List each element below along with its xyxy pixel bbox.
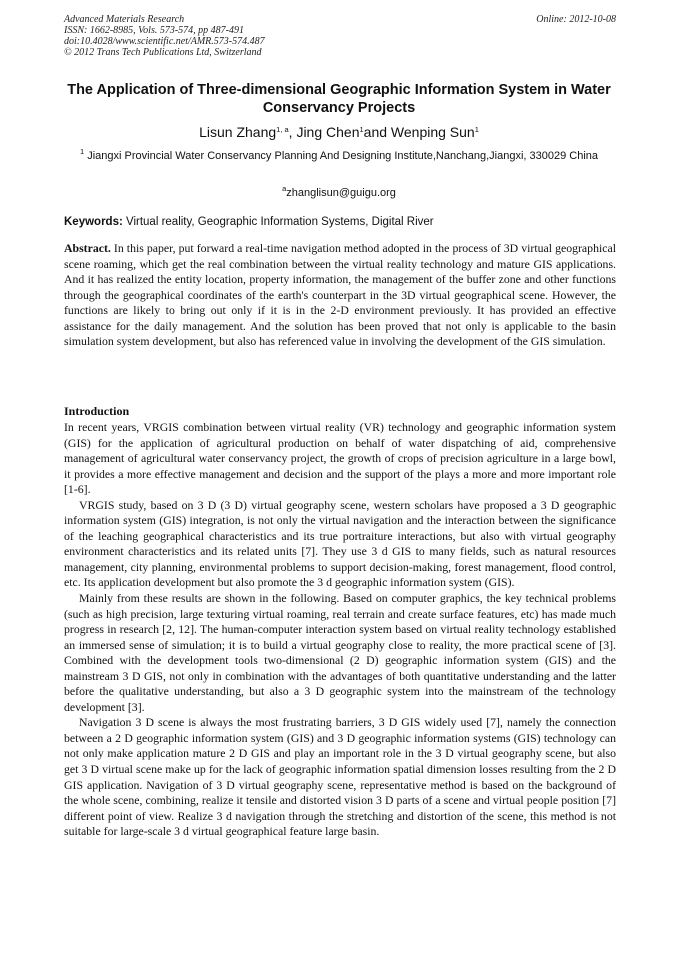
section-heading-introduction: Introduction <box>64 404 130 418</box>
author-superscript: 1 <box>474 125 479 134</box>
abstract <box>64 241 616 350</box>
affiliation <box>70 149 608 164</box>
affiliation-superscript: 1 <box>79 147 85 156</box>
paper-title: The Application of Three-dimensional Geographic Information System in Water Conservancy Projects <box>67 82 611 116</box>
paragraph: Mainly from these results are shown in the following. Based on computer graphics, the key technical problems (such as high precision, large texturing virtual roaming, real terrain and create surface features, etc) has made much progress in research [2, 12]. The human-computer interaction system based on virtual reality technology established an immersed sense of simulation; it is to build a virtual geography close to reality, the more practical scene of [3]. Combined with the development tools two-dimensional (2 D) geographic information system (GIS) and the mainstream 3 D GIS, not only in combination with the advantages of both quantitative understanding and the latter before the qualitative understanding, but also a 3 D geographic system into the mainstream of the technology development [3]. <box>64 591 616 714</box>
author-name: Lisun Zhang <box>199 124 277 140</box>
doi-line: doi:10.4028/www.scientific.net/AMR.573-574.487 <box>64 36 265 47</box>
introduction-section <box>64 420 616 840</box>
author-name: , Jing Chen <box>288 124 360 140</box>
abstract-text: In this paper, put forward a real-time navigation method adopted in the process of 3D virtual geographical scene roaming, which get the real combination between the virtual reality technology and mature GIS applications. And it has realized the entity location, property information, the management of the buffer zone and other functions through the geographical coordinates of the earth's counterpart in the 3D virtual geographical scene. However, the functions are likely to bring out only if it is in the 2-D environment previously. It has provided an effective assistance for the daily management. And the solution has been proved that not only is applicable to the basin simulation system development, but also has referenced value in involving the development of the GIS simulation. <box>64 241 616 349</box>
keywords <box>64 215 616 230</box>
author-line <box>40 123 638 141</box>
keywords-label: Keywords: <box>64 216 123 228</box>
issn-line: ISSN: 1662-8985, Vols. 573-574, pp 487-491 <box>64 25 244 36</box>
online-date: Online: 2012-10-08 <box>536 14 616 25</box>
author-superscript: 1 <box>359 125 364 134</box>
paragraph: Navigation 3 D scene is always the most frustrating barriers, 3 D GIS widely used [7], namely the connection between a 2 D geographic information system (GIS) and 3 D geographic information systems (GIS) technology can not only make application mature 2 D GIS and play an important role in the 3 D virtual geography scene, but also get 3 D virtual scene make up for the lack of geographic information spatial dimension losses resulting from the 2 D GIS application. Navigation of 3 D virtual geography scene, representative method is based on the background of the whole scene, combining, realize it tensile and distorted vision 3 D parts of a scene and virtual people position [7] different point of view. Realize 3 d navigation through the stretching and distortion of the scene, this method is not suitable for large-scale 3 d virtual geographical feature large basin. <box>64 715 616 839</box>
email-address: zhanglisun@guigu.org <box>286 187 396 199</box>
abstract-label: Abstract. <box>64 241 111 255</box>
author-name: and Wenping Sun <box>363 124 475 140</box>
journal-header <box>64 14 616 58</box>
author-superscript: 1, a <box>276 125 289 134</box>
paragraph: In recent years, VRGIS combination between virtual reality (VR) technology and geographic information system (GIS) for the application of agricultural production on behalf of water dispatching of aid, comprehensive management of agricultural water conservancy project, the growth of crops of precision agriculture in a large bowl, it provides a more effective management and decision and the support of the plays a more and more important role [1-6]. <box>64 420 616 497</box>
keywords-text: Virtual reality, Geographic Information Systems, Digital River <box>122 216 434 228</box>
paragraph: VRGIS study, based on 3 D (3 D) virtual geography scene, western scholars have proposed a 3 D geographic information system (GIS) integration, is not only the virtual navigation and the interaction between the significance of the leaching geographical characteristics and its true portraiture interactions, but also with virtual geography environment characteristics and its related units [7]. They use 3 d GIS to many fields, such as natural resources management, city planning, environmental problems to support decision-making, forest management, flood control, etc. Its application development but also promote the 3 d geographic information system (GIS). <box>64 497 616 590</box>
email-superscript: a <box>282 184 287 193</box>
journal-name: Advanced Materials Research <box>64 14 185 25</box>
author-email <box>40 186 638 201</box>
affiliation-text: Jiangxi Provincial Water Conservancy Planning And Designing Institute,Nanchang,Jiangxi, 330029 China <box>87 150 598 162</box>
copyright-line: © 2012 Trans Tech Publications Ltd, Switzerland <box>64 47 262 58</box>
